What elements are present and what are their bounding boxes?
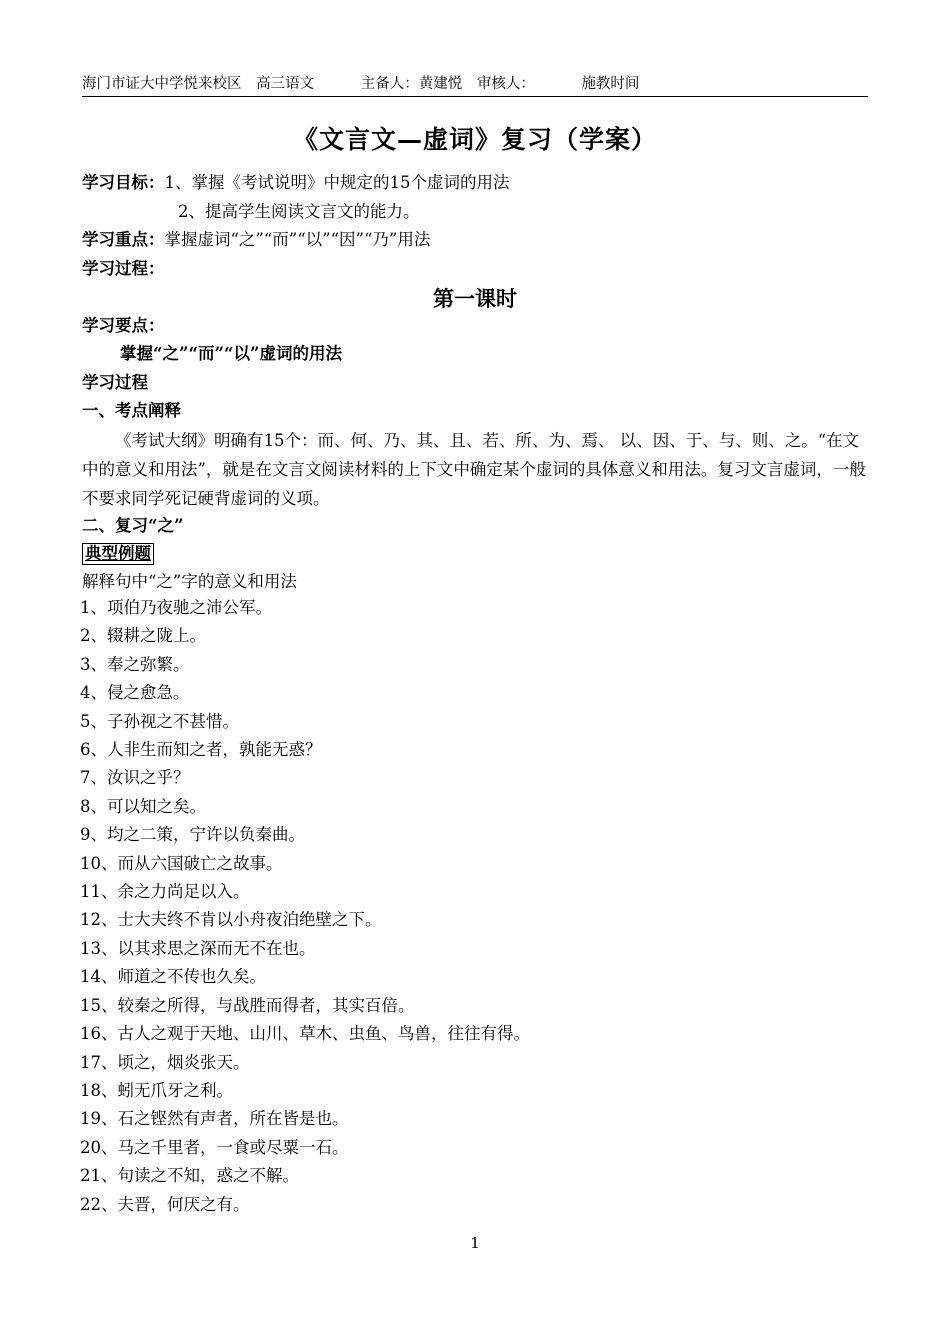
list-item: 11、余之力尚足以入。 — [80, 882, 250, 902]
list-item: 8、可以知之矣。 — [80, 796, 206, 816]
list-item: 14、师道之不传也久矣。 — [80, 967, 266, 987]
header-time: 施教时间 — [581, 76, 640, 92]
header-preparer: 主备人：黄建悦 — [360, 76, 463, 92]
list-item: 20、马之千里者，一食或尽粟一石。 — [80, 1137, 349, 1157]
document-title: 《文言文—虚词》复习（学案） — [292, 125, 657, 154]
section1-paragraph: 《考试大纲》明确有15个：而、何、乃、其、且、若、所、为、焉、 以、因、于、与、则、之。“在文中的意义和用法”，就是在文言文阅读材料的上下文中确定某个虚词的具体意义和用法。复习文言虚词，一般不要求同学死记硬背虚词的义项。 — [82, 431, 866, 508]
focus-line — [82, 228, 430, 252]
process-label: 学习过程： — [82, 259, 165, 278]
list-item: 17、顷之，烟炎张天。 — [80, 1052, 250, 1072]
header-school: 海门市证大中学悦来校区 — [82, 76, 242, 92]
key-points-label: 学习要点： — [82, 316, 165, 335]
focus-label: 学习重点： — [82, 230, 165, 249]
example-label-row — [82, 542, 154, 566]
page-number: 1 — [470, 1234, 480, 1252]
section2-heading: 二、复习“之” — [82, 516, 184, 535]
goals-item-2: 2、提高学生阅读文言文的能力。 — [178, 202, 420, 221]
list-item: 10、而从六国破亡之故事。 — [80, 853, 283, 873]
goals-line-1 — [82, 171, 510, 195]
goals-label: 学习目标： — [82, 173, 165, 192]
list-item: 21、句读之不知，惑之不解。 — [80, 1166, 299, 1186]
list-item: 12、士大夫终不肯以小舟夜泊绝壁之下。 — [80, 910, 382, 930]
list-item: 4、侵之愈急。 — [80, 683, 190, 703]
list-item: 18、蚓无爪牙之利。 — [80, 1080, 233, 1100]
list-item: 3、奉之弥繁。 — [80, 654, 190, 674]
instruction: 解释句中“之”字的意义和用法 — [82, 572, 297, 591]
list-item: 15、较秦之所得，与战胜而得者，其实百倍。 — [80, 995, 415, 1015]
lesson-title: 第一课时 — [433, 286, 517, 311]
list-item: 13、以其求思之深而无不在也。 — [80, 938, 316, 958]
header-reviewer: 审核人： — [476, 76, 535, 92]
example-label: 典型例题 — [82, 543, 154, 565]
list-item: 9、均之二策，宁许以负秦曲。 — [80, 825, 305, 845]
section1-heading: 一、考点阐释 — [82, 401, 181, 420]
list-item: 22、夫晋，何厌之有。 — [80, 1194, 250, 1214]
key-points-text: 掌握“之”“而”“以”虚词的用法 — [120, 344, 342, 363]
goals-item-1: 1、掌握《考试说明》中规定的15个虚词的用法 — [164, 173, 510, 192]
list-item: 1、项伯乃夜驰之沛公军。 — [80, 598, 272, 617]
list-item: 6、人非生而知之者，孰能无惑？ — [80, 740, 322, 760]
list-item: 19、石之铿然有声者，所在皆是也。 — [80, 1109, 349, 1129]
example-list — [80, 594, 530, 1219]
focus-text: 掌握虚词“之”“而”“以”“因”“乃”用法 — [164, 230, 431, 249]
page-header — [82, 74, 868, 97]
process-label-2: 学习过程 — [82, 373, 148, 392]
list-item: 2、辍耕之陇上。 — [80, 626, 206, 646]
header-course: 高三语文 — [256, 76, 315, 92]
list-item: 7、汝识之乎？ — [80, 768, 190, 788]
list-item: 5、子孙视之不甚惜。 — [80, 711, 239, 731]
list-item: 16、古人之观于天地、山川、草木、虫鱼、鸟兽，往往有得。 — [80, 1024, 530, 1044]
